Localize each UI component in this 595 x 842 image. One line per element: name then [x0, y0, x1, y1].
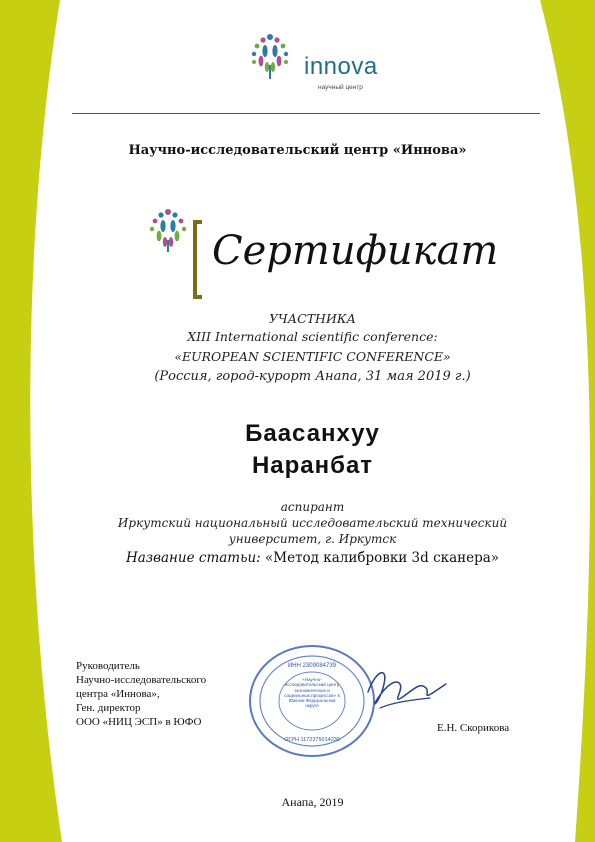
- logo-dot: [281, 44, 286, 49]
- logo-dot: [150, 227, 154, 231]
- conference-title: «EUROPEAN SCIENTIFIC CONFERENCE»: [174, 349, 451, 364]
- university-line-1: Иркутский национальный исследовательский технический: [117, 516, 508, 530]
- logo-leaf: [272, 45, 277, 57]
- logo-dot: [158, 212, 163, 217]
- logo-dot: [153, 219, 158, 224]
- city-year: Анапа, 2019: [281, 795, 344, 809]
- logo-leaf: [160, 220, 165, 232]
- logo-leaf: [169, 237, 173, 247]
- certificate-logo-icon: [150, 209, 186, 252]
- logo-leaf: [265, 62, 269, 72]
- logo-leaf: [163, 237, 167, 247]
- certificate-title: Сертификат: [212, 228, 499, 274]
- logo-dot: [165, 209, 171, 215]
- organization-name: Научно-исследовательский центр «Иннова»: [128, 143, 467, 158]
- logo-subtitle: научный центр: [318, 84, 363, 91]
- participant-given-name: Наранбат: [251, 452, 374, 479]
- logo-leaf: [170, 220, 175, 232]
- handwritten-signature: [360, 662, 450, 722]
- logo-leaf: [259, 56, 264, 67]
- logo-leaf: [175, 231, 180, 242]
- conference-place-date: (Россия, город-курорт Анапа, 31 мая 2019 г.): [154, 369, 471, 384]
- participant-label: УЧАСТНИКА: [268, 311, 356, 326]
- logo-wordmark: innova: [304, 53, 378, 80]
- innova-logo-icon: [252, 34, 288, 79]
- participant-position: аспирант: [280, 500, 345, 514]
- logo-leaf: [262, 45, 267, 57]
- logo-leaf: [277, 56, 282, 67]
- header-divider: [72, 113, 540, 114]
- stamp-inn: ИНН 2309084739: [287, 663, 337, 669]
- signatory-line-4: Ген. директор: [76, 702, 141, 714]
- participant-surname: Баасанхуу: [245, 420, 380, 447]
- logo-dot: [252, 52, 256, 56]
- logo-dot: [252, 60, 256, 64]
- stamp-ogrn: ОГРН 1172375014239: [284, 737, 340, 743]
- signatory-line-3: центра «Иннова»,: [76, 688, 160, 700]
- signatory-title-block: [76, 659, 206, 729]
- article-label: Название статьи:: [125, 550, 261, 566]
- signatory-line-5: ООО «НИЦ ЭСП» в ЮФО: [76, 716, 202, 728]
- signatory-line-2: Научно-исследовательского: [76, 674, 207, 686]
- logo-leaf: [157, 231, 162, 242]
- logo-dot: [260, 37, 265, 42]
- logo-dot: [284, 52, 288, 56]
- stamp-center-text: «Научно-исследовательский центр экономических и социальных процессов» в Южном Федеральном округе: [284, 677, 340, 709]
- logo-dot: [267, 34, 273, 40]
- conference-name: XIII International scientific conference:: [187, 329, 438, 344]
- logo-dot: [172, 212, 177, 217]
- logo-leaf: [271, 62, 275, 72]
- participant-university: [90, 515, 535, 547]
- logo-dot: [179, 219, 184, 224]
- signatory-line-1: Руководитель: [76, 660, 140, 672]
- signatory-name: Е.Н. Скорикова: [437, 722, 510, 734]
- university-line-2: университет, г. Иркутск: [228, 532, 397, 546]
- logo-dot: [255, 44, 260, 49]
- logo-dot: [274, 37, 279, 42]
- article-title: «Метод калибровки 3d сканера»: [265, 550, 500, 566]
- article-line: [0, 550, 595, 566]
- title-bracket: [193, 220, 202, 299]
- participant-name: [0, 418, 595, 482]
- logo-stem: [167, 240, 169, 252]
- logo-dot: [284, 60, 288, 64]
- logo-dot: [182, 227, 186, 231]
- logo-stem: [269, 65, 271, 79]
